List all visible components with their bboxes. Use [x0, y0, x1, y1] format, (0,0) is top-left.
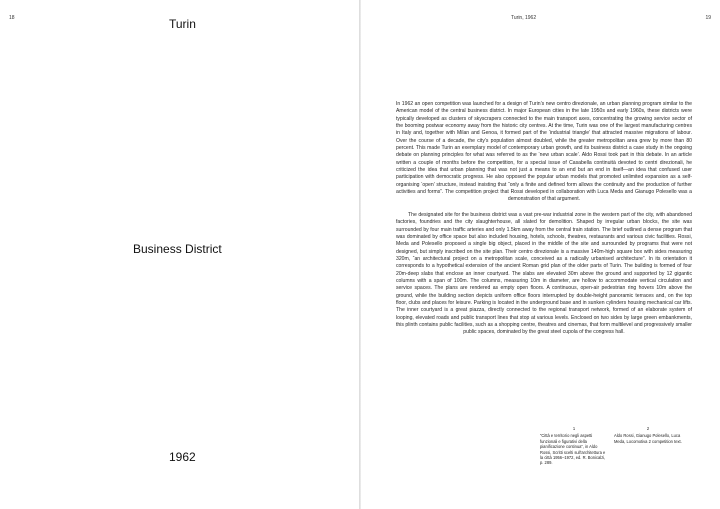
footnote-number: 1 — [572, 426, 576, 431]
footnote-number: 2 — [646, 426, 650, 431]
footnote — [540, 426, 608, 466]
footnote-text: “Città e territorio negli aspetti funzionali e figurativi della pianificazione continua”, in Aldo Rossi, Scritti scelti sull’architettura e la città 1956–1972, ed. R. Bonicalzi, p. 289. — [540, 433, 606, 466]
essay-body — [396, 101, 692, 337]
footnote-text: Aldo Rossi, Gianugo Polesello, Luca Meda, Locomotiva 2 competition text. — [614, 433, 682, 444]
title-project: Business District — [133, 242, 222, 256]
footnote — [614, 426, 682, 444]
title-city: Turin — [169, 17, 196, 31]
running-head: Turin, 1962 — [511, 15, 537, 21]
page-number-left: 18 — [9, 15, 15, 21]
left-page — [0, 0, 359, 509]
title-year: 1962 — [169, 450, 196, 464]
right-page — [361, 0, 720, 509]
paragraph: The designated site for the business district was a vast pre-war industrial zone in the western part of the city, with abandoned factories, foundries and the city slaughterhouse, all slated for demolition. Shaped by irregular urban blocks, the site was surrounded by four main traffic arteries and only 1.5km away from the central train station. The brief outlined a dense program that was dominated by office space but also included housing, hotels, schools, theatres, restaurants and various civic facilities. Rossi, Meda and Polesello proposed a single big object, placed in the middle of the site and surrounded by programs that were not designed, but simply inscribed on the site plan. Their centro direzionale is a massive 140m-high square box with sides measuring 320m, “an architectural project on a metropolitan scale, conceived as a radically urbanised architecture”. In its orientation it corresponds to a hypothetical extension of the ancient Roman grid plan of the older parts of Turin. The building is formed of four 20m-deep slabs that enclose an inner courtyard. The slabs are elevated 30m above the ground and supported by 12 gigantic columns with a span of 100m. The columns, measuring 10m in diameter, are hollow to accommodate vertical circulation and service spaces. The plans are rendered as empty open floors. A continuous, open-air pedestrian ring hovers 10m above the ground, while the building section depicts uniform office floors interrupted by double-height panoramic terraces and, on the top floor, clubs and places for leisure. Parking is located in the underground base and in sunken cylinders housing mechanical car lifts. The inner courtyard is a great piazza, directly connected to the regional transport network, formed of an elaborate system of looping, elevated roads and public transport lines that stop at various levels. Enclosed on two sides by large green embankments, this plinth contains public facilities, such as a shopping centre, theatres and cinemas, that form multilevel and progressively smaller public spaces, dominated by the great steel cupola of the congress hall. — [396, 211, 692, 336]
page-number-right: 19 — [705, 15, 711, 21]
paragraph: In 1962 an open competition was launched for a design of Turin’s new centro direzionale, an urban planning program similar to the American model of the central business district. In major European cities in the late 1950s and early 1960s, these districts were typically developed as clusters of skyscrapers connected to the main transport axes, concentrating the growing service sector of the booming postwar economy away from the historic city centres. At the time, Turin was one of the largest manufacturing centres in Italy and, together with Milan and Genoa, it formed part of the ‘industrial triangle’ that attracted massive migrations of labour. Over the course of a decade, the city’s population almost doubled, while the greater metropolitan area grew by more than 80 percent. This made Turin an exemplary model of contemporary urban growth, and its business district a case study in the ongoing debate on planning principles for what was referred to as the ‘new urban scale’. Aldo Rossi took part in this debate. In an article written a couple of months before the competition, for a special issue of Casabella continuità devoted to centri direzionali, he criticized the idea that urban planning that was not just a means to an end but an end in itself—an idea that confused user participation with democratic progress. He also opposed the popular urban models that promoted unlimited expansion as a self-organising ‘open’ structure, instead insisting that “only a finite and defined form allows the continuity and the production of further activities and forms”. The competition project that Rossi developed in collaboration with Luca Meda and Gianugo Polesello was a demonstration of that argument. — [396, 101, 692, 203]
